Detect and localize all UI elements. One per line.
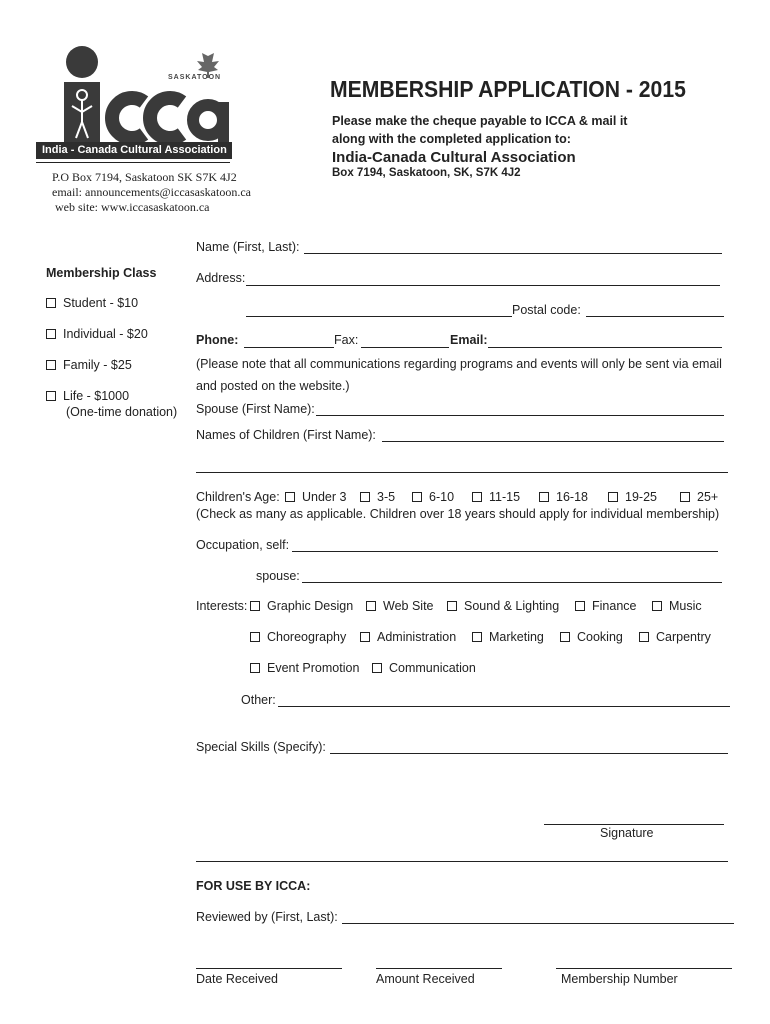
phone-input-line[interactable] — [244, 347, 334, 348]
children-input-line[interactable] — [382, 441, 724, 442]
cheque-instruction-1: Please make the cheque payable to ICCA & mail it — [332, 114, 628, 128]
address-line-2[interactable] — [246, 316, 512, 317]
amount-received-label: Amount Received — [376, 972, 475, 986]
marketing-checkbox[interactable] — [472, 632, 482, 642]
student-checkbox[interactable] — [46, 298, 56, 308]
interest-finance[interactable] — [575, 599, 636, 613]
carpentry-label: Carpentry — [656, 630, 711, 644]
membership-option-individual[interactable] — [46, 327, 148, 341]
signature-label: Signature — [600, 826, 654, 840]
choreography-checkbox[interactable] — [250, 632, 260, 642]
logo-banner-text: India - Canada Cultural Association — [42, 144, 227, 156]
children-input-line-2[interactable] — [196, 472, 728, 473]
org-email: email: announcements@iccasaskatoon.ca — [52, 185, 251, 199]
life-label: Life - $1000 — [63, 389, 130, 403]
interest-communication[interactable] — [372, 661, 476, 675]
cooking-label: Cooking — [577, 630, 623, 644]
finance-checkbox[interactable] — [575, 601, 585, 611]
interest-event-promotion[interactable] — [250, 661, 359, 675]
family-label: Family - $25 — [63, 358, 132, 372]
other-input-line[interactable] — [278, 706, 730, 707]
cheque-instruction-2: along with the completed application to: — [332, 132, 571, 146]
membership-number-label: Membership Number — [561, 972, 678, 986]
age-option-11-15[interactable] — [472, 490, 520, 504]
email-label: Email: — [450, 333, 488, 347]
age-19-25-checkbox[interactable] — [608, 492, 618, 502]
age-note: (Check as many as applicable. Children over 18 years should apply for individual membership) — [196, 507, 720, 521]
event-promotion-checkbox[interactable] — [250, 663, 260, 673]
children-age-label: Children's Age: — [196, 490, 280, 504]
finance-label: Finance — [592, 599, 637, 613]
occupation-self-label: Occupation, self: — [196, 538, 290, 552]
name-input-line[interactable] — [304, 253, 722, 254]
logo-underline — [36, 162, 230, 163]
membership-option-life[interactable] — [46, 389, 129, 403]
interest-graphic-design[interactable] — [250, 599, 353, 613]
interest-administration[interactable] — [360, 630, 456, 644]
web-site-label: Web Site — [383, 599, 434, 613]
membership-class-heading: Membership Class — [46, 266, 157, 280]
spouse-input-line[interactable] — [316, 415, 724, 416]
special-skills-label: Special Skills (Specify): — [196, 740, 326, 754]
graphic-design-label: Graphic Design — [267, 599, 354, 613]
communication-note-1: (Please note that all communications regarding programs and events will only be sent via email — [196, 357, 722, 371]
mail-to-name: India-Canada Cultural Association — [332, 149, 576, 166]
membership-option-family[interactable] — [46, 358, 132, 372]
life-checkbox[interactable] — [46, 391, 56, 401]
age-3-5-label: 3-5 — [377, 490, 396, 504]
age-option-under-3[interactable] — [285, 490, 346, 504]
communication-note-2: and posted on the website.) — [196, 379, 350, 393]
carpentry-checkbox[interactable] — [639, 632, 649, 642]
address-input-line[interactable] — [246, 285, 720, 286]
fax-input-line[interactable] — [361, 347, 449, 348]
org-po-box: P.O Box 7194, Saskatoon SK S7K 4J2 — [52, 170, 237, 184]
interest-carpentry[interactable] — [639, 630, 711, 644]
age-25-plus-checkbox[interactable] — [680, 492, 690, 502]
spouse-label: Spouse (First Name): — [196, 402, 315, 416]
mail-to-address: Box 7194, Saskatoon, SK, S7K 4J2 — [332, 167, 521, 179]
web-site-checkbox[interactable] — [366, 601, 376, 611]
sound-lighting-label: Sound & Lighting — [464, 599, 560, 613]
administration-checkbox[interactable] — [360, 632, 370, 642]
occupation-spouse-label: spouse: — [256, 569, 300, 583]
age-option-16-18[interactable] — [539, 490, 588, 504]
phone-label: Phone: — [196, 333, 239, 347]
name-label: Name (First, Last): — [196, 240, 300, 254]
graphic-design-checkbox[interactable] — [250, 601, 260, 611]
occupation-spouse-input-line[interactable] — [302, 582, 722, 583]
postal-code-input-line[interactable] — [586, 316, 724, 317]
administration-label: Administration — [377, 630, 457, 644]
reviewed-by-input-line[interactable] — [342, 923, 734, 924]
life-note: (One-time donation) — [66, 405, 178, 419]
under-3-checkbox[interactable] — [285, 492, 295, 502]
family-checkbox[interactable] — [46, 360, 56, 370]
sound-lighting-checkbox[interactable] — [447, 601, 457, 611]
special-skills-input-line[interactable] — [330, 753, 728, 754]
age-option-19-25[interactable] — [608, 490, 657, 504]
amount-received-line[interactable] — [376, 968, 502, 969]
age-3-5-checkbox[interactable] — [360, 492, 370, 502]
under-3-label: Under 3 — [302, 490, 347, 504]
fax-label: Fax: — [334, 333, 359, 347]
cooking-checkbox[interactable] — [560, 632, 570, 642]
choreography-label: Choreography — [267, 630, 347, 644]
reviewed-by-label: Reviewed by (First, Last): — [196, 910, 338, 924]
age-6-10-checkbox[interactable] — [412, 492, 422, 502]
marketing-label: Marketing — [489, 630, 544, 644]
logo-city-text: SASKATOON — [168, 74, 222, 81]
occupation-self-input-line[interactable] — [292, 551, 718, 552]
communication-checkbox[interactable] — [372, 663, 382, 673]
signature-line[interactable] — [544, 824, 724, 825]
address-label: Address: — [196, 271, 246, 285]
email-input-line[interactable] — [488, 347, 722, 348]
interest-cooking[interactable] — [560, 630, 623, 644]
interests-label: Interests: — [196, 599, 248, 613]
interest-choreography[interactable] — [250, 630, 346, 644]
icca-logo — [36, 40, 232, 162]
age-16-18-label: 16-18 — [556, 490, 588, 504]
age-option-6-10[interactable] — [412, 490, 454, 504]
age-11-15-label: 11-15 — [489, 490, 521, 504]
date-received-line[interactable] — [196, 968, 342, 969]
individual-label: Individual - $20 — [63, 327, 148, 341]
membership-option-student[interactable] — [46, 296, 138, 310]
age-16-18-checkbox[interactable] — [539, 492, 549, 502]
logo-banner — [36, 142, 232, 159]
music-checkbox[interactable] — [652, 601, 662, 611]
event-promotion-label: Event Promotion — [267, 661, 360, 675]
org-website: web site: www.iccasaskatoon.ca — [55, 200, 210, 214]
age-11-15-checkbox[interactable] — [472, 492, 482, 502]
interest-music[interactable] — [652, 599, 702, 613]
membership-number-line[interactable] — [556, 968, 732, 969]
student-label: Student - $10 — [63, 296, 139, 310]
age-option-25-plus[interactable] — [680, 490, 718, 504]
age-25-plus-label: 25+ — [697, 490, 719, 504]
age-19-25-label: 19-25 — [625, 490, 657, 504]
individual-checkbox[interactable] — [46, 329, 56, 339]
children-label: Names of Children (First Name): — [196, 428, 376, 442]
interest-marketing[interactable] — [472, 630, 544, 644]
interest-sound-lighting[interactable] — [447, 599, 559, 613]
section-divider — [196, 861, 728, 862]
age-option-3-5[interactable] — [360, 490, 395, 504]
communication-label: Communication — [389, 661, 476, 675]
date-received-label: Date Received — [196, 972, 278, 986]
other-label: Other: — [241, 693, 276, 707]
age-6-10-label: 6-10 — [429, 490, 455, 504]
postal-code-label: Postal code: — [512, 303, 581, 317]
form-title: MEMBERSHIP APPLICATION - 2015 — [330, 76, 686, 102]
interest-web-site[interactable] — [366, 599, 434, 613]
music-label: Music — [669, 599, 702, 613]
office-use-heading: FOR USE BY ICCA: — [196, 879, 311, 893]
